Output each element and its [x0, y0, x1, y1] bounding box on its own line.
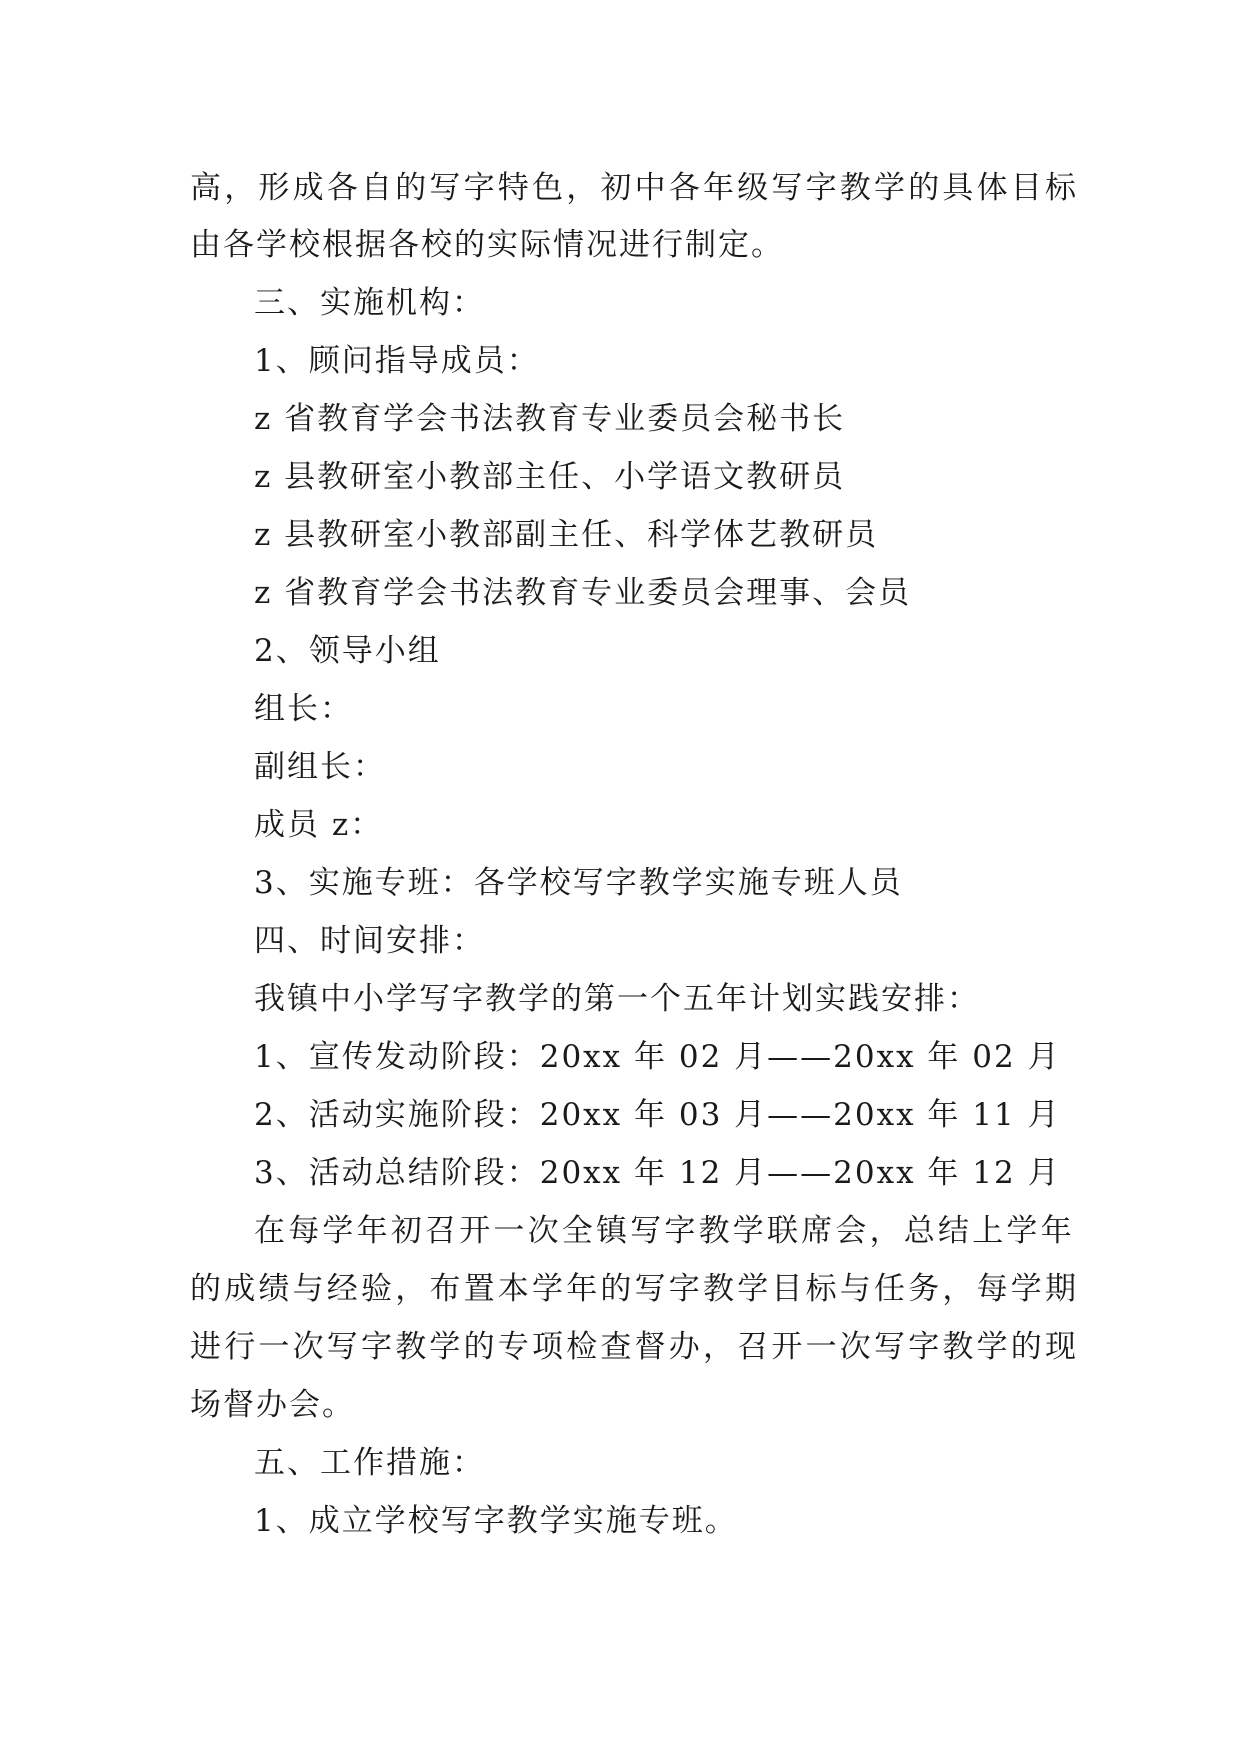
- subsection-heading: 2、领导小组: [254, 633, 441, 669]
- list-item: z 省教育学会书法教育专业委员会理事、会员: [254, 575, 912, 611]
- list-item: 1、成立学校写字教学实施专班。: [254, 1503, 738, 1539]
- list-item: 组长：: [254, 691, 353, 727]
- paragraph-line: 的成绩与经验，布置本学年的写字教学目标与任务，每学期: [190, 1271, 1080, 1307]
- list-item: 副组长：: [254, 749, 386, 785]
- paragraph-line: 在每学年初召开一次全镇写字教学联席会，总结上学年: [254, 1213, 1075, 1249]
- subsection-heading: 3、实施专班：各学校写字教学实施专班人员: [254, 865, 903, 901]
- paragraph-line: 进行一次写字教学的专项检查督办，召开一次写字教学的现: [190, 1329, 1080, 1365]
- schedule-item: 1、宣传发动阶段：20xx 年 02 月——20xx 年 02 月: [254, 1039, 1061, 1075]
- list-item: z 县教研室小教部主任、小学语文教研员: [254, 459, 846, 495]
- schedule-item: 2、活动实施阶段：20xx 年 03 月——20xx 年 11 月: [254, 1097, 1061, 1133]
- section-heading: 四、时间安排：: [254, 923, 485, 959]
- paragraph-line: 高，形成各自的写字特色，初中各年级写字教学的具体目标: [190, 170, 1080, 206]
- list-item: 成员 z：: [254, 807, 384, 843]
- list-item: z 省教育学会书法教育专业委员会秘书长: [254, 401, 846, 437]
- paragraph-line: 场督办会。: [190, 1387, 355, 1423]
- subsection-heading: 1、顾问指导成员：: [254, 343, 540, 379]
- section-heading: 三、实施机构：: [254, 285, 485, 321]
- paragraph-line: 我镇中小学写字教学的第一个五年计划实践安排：: [254, 981, 980, 1017]
- paragraph-line: 由各学校根据各校的实际情况进行制定。: [190, 227, 784, 263]
- section-heading: 五、工作措施：: [254, 1445, 485, 1481]
- list-item: z 县教研室小教部副主任、科学体艺教研员: [254, 517, 879, 553]
- schedule-item: 3、活动总结阶段：20xx 年 12 月——20xx 年 12 月: [254, 1155, 1061, 1191]
